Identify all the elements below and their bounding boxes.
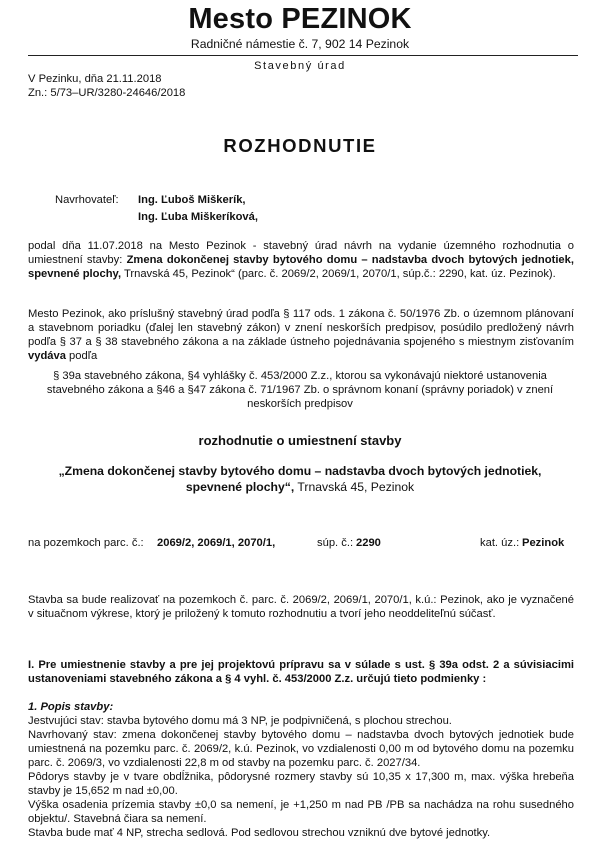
text: podľa — [65, 350, 98, 362]
application-paragraph — [28, 239, 574, 281]
legal-basis-paragraph: § 39a stavebného zákona, §4 vyhlášky č. 453/2000 Z.z., ktorou sa vykonávajú niektoré ustanovenia stavebného zákona a §46 a §47 zákona č. 71/1967 Zb. o správnom konaní (správny poriadok) v znení neskorších predpisov — [46, 370, 554, 410]
text: podal dňa 11.07.2018 na Mesto Pezinok - stavebný úrad návrh na vydanie územného rozhodnutia o umiestnení stavby: — [28, 240, 574, 266]
applicant-names — [138, 193, 258, 227]
office-address: Radničné námestie č. 7, 902 14 Pezinok — [190, 37, 410, 51]
realization-paragraph: Stavba sa bude realizovať na pozemkoch č. parc. č. 2069/2, 2069/1, 2070/1, k.ú.: Pezinok, ako je vyznačené v situačnom výkrese, ktorý je priložený k tomuto rozhodnutiu a tvorí jeho neoddeliteľnú súčasť. — [28, 594, 574, 620]
issues-bold: vydáva — [28, 350, 66, 362]
applicant-label: Navrhovateľ: — [55, 194, 119, 206]
conditions-section-heading: I. Pre umiestnenie stavby a pre jej projektovú prípravu sa v súlade s ust. § 39a odst. 2 a súvisiacimi ustanoveniami stavebného zákona a § 4 vyhl. č. 453/2000 Z.z. určujú tieto podmienky : — [28, 659, 574, 685]
description-line: Navrhovaný stav: zmena dokončenej stavby bytového domu – nadstavba dvoch bytových jednotiek bude umiestnená na pozemku parc. č. 2069/2, k.ú. Pezinok, vo vzdialenosti 0,00 m od bytového domu na pozemku parc. č. 2069/3, vo vzdialenosti 22,8 m od stavby na pozemku parc. č. 2027/34. — [28, 729, 574, 769]
project-name-bold: Zmena dokončenej stavby bytového domu – nadstavba dvoch bytových jednotiek, spevnené plochy, — [28, 254, 574, 280]
description-line: Pôdorys stavby je v tvare obdĺžnika, pôdorysné rozmery stavby sú 10,35 x 17,300 m, max. výška hrebeňa stavby je 15,652 m nad ±0,00. — [28, 771, 574, 797]
parcel-numbers: 2069/2, 2069/1, 2070/1, — [157, 537, 276, 549]
description-line: Jestvujúci stav: stavba bytového domu má 3 NP, je podpivničená, s plochou strechou. — [28, 715, 452, 727]
description-line: Stavba bude mať 4 NP, strecha sedlová. Pod sedlovou strechou vzniknú dve bytové jednotky. — [28, 827, 491, 839]
document-title: Mesto PEZINOK — [188, 3, 412, 35]
description-line: Výška osadenia prízemia stavby ±0,0 sa nemení, je +1,250 m nad PB /PB sa nachádza na rohu susedného objektu/. Stavebná čiara sa nemení. — [28, 799, 574, 825]
project-location: Trnavská 45, Pezinok — [294, 480, 415, 494]
parcels-label: na pozemkoch parc. č.: — [28, 537, 144, 549]
project-title-bold: „Zmena dokončenej stavby bytového domu – nadstavba dvoch bytových jednotiek, spevnené plochy“, — [58, 464, 542, 494]
header-divider — [28, 55, 578, 56]
applicant-name: Ing. Ľuboš Miškerík, — [138, 194, 246, 206]
text: Mesto Pezinok, ako príslušný stavebný úrad podľa § 117 ods. 1 zákona č. 50/1976 Zb. o územnom plánovaní a stavebnom poriadku (ďalej len stavebný zákon) v znení neskorších predpisov, posúdilo predložený návrh podľa § 37 a § 38 stavebného zákona a na základe ústneho pojednávania spojeného s miestnym zisťovaním — [28, 308, 574, 348]
building-description — [28, 700, 574, 840]
sup-number: 2290 — [356, 537, 381, 549]
applicant-name: Ing. Ľuba Miškeríková, — [138, 211, 258, 223]
kat-value: Pezinok — [522, 537, 565, 549]
project-title — [30, 463, 570, 495]
sup-label: súp. č.: — [317, 537, 354, 549]
kat-label: kat. úz.: — [480, 537, 520, 549]
dateline — [28, 72, 185, 100]
text: Trnavská 45, Pezinok“ (parc. č. 2069/2, 2069/1, 2070/1, súp.č.: 2290, kat. úz. Pezinok). — [121, 268, 556, 280]
decision-heading: ROZHODNUTIE — [223, 135, 377, 156]
reference-number: Zn.: 5/73–UR/3280-24646/2018 — [28, 87, 186, 99]
authority-paragraph — [28, 307, 574, 363]
decision-subheading: rozhodnutie o umiestnení stavby — [198, 433, 402, 448]
description-title: 1. Popis stavby: — [28, 701, 114, 713]
place-date: V Pezinku, dňa 21.11.2018 — [28, 73, 162, 85]
office-name: Stavebný úrad — [254, 60, 346, 72]
